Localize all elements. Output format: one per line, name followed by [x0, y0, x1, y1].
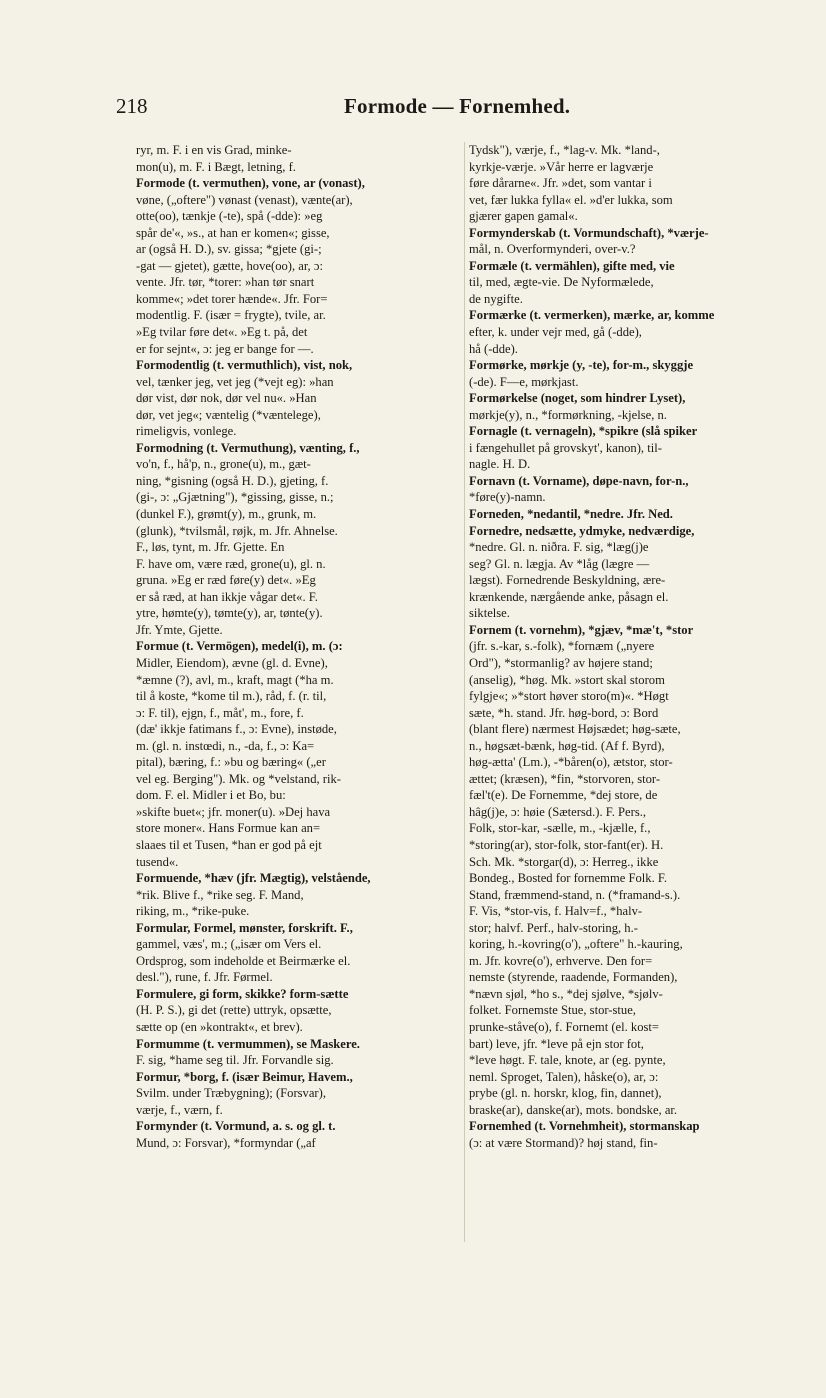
entry-line: Ord"), *stormanlig? av højere stand; — [469, 655, 653, 670]
entry-line: gammel, væs', m.; („især om Vers el. — [136, 937, 322, 952]
entry-line: ytre, hømte(y), tømte(y), ar, tønte(y). — [136, 606, 323, 621]
entry-headword-line: Formulere, gi form, skikke? form-sætte — [136, 986, 349, 1001]
entry-line: føre dårarne«. Jfr. »det, som vantar i — [469, 176, 652, 191]
entry-line: vo'n, f., hå'p, n., grone(u), m., gæt- — [136, 457, 311, 472]
entry-headword-line: Fornagle (t. vernageln), *spikre (slå spiker — [469, 424, 698, 439]
entry-line: F., løs, tynt, m. Jfr. Gjette. En — [136, 540, 285, 555]
entry-line: Bondeg., Bosted for fornemme Folk. F. — [469, 871, 668, 886]
entry-line: ɔ: F. til), ejgn, f., måt', m., fore, f. — [136, 705, 304, 720]
entry-line: ning, *gisning (også H. D.), gjeting, f. — [136, 473, 329, 488]
entry-line: (glunk), *tvilsmål, røjk, m. Jfr. Ahnelse. — [136, 523, 338, 538]
entry-line: prunke-ståve(o), f. Fornemt (el. kost= — [469, 1019, 660, 1034]
entry-line: *leve høgt. F. tale, knote, ar (eg. pynte, — [469, 1053, 666, 1068]
entry-headword-line: Fornavn (t. Vorname), døpe-navn, for-n., — [469, 473, 689, 488]
entry-line: m. (gl. n. instœdi, n., -da, f., ɔ: Ka= — [136, 738, 315, 753]
entry-headword-line: Formynder (t. Vormund, a. s. og gl. t. — [136, 1119, 336, 1134]
entry-line: prybe (gl. n. horskr, klog, fin, dannet), — [469, 1086, 662, 1101]
entry-line: de nygifte. — [469, 291, 523, 306]
entry-line: modentlig. F. (især = frygte), tvile, ar. — [136, 308, 326, 323]
entry-headword-line: Fornem (t. vornehm), *gjæv, *mæ't, *stor — [469, 622, 694, 637]
entry-line: er så ræd, at han ikkje vågar det«. F. — [136, 589, 318, 604]
entry-line: fæl't(e). De Fornemme, *dej store, de — [469, 788, 658, 803]
entry-line: Sch. Mk. *storgar(d), ɔ: Herreg., ikke — [469, 854, 659, 869]
entry-line: *føre(y)-namn. — [469, 490, 546, 505]
entry-headword-line: Fornemhed (t. Vornehmheit), stormanskap — [469, 1119, 700, 1134]
entry-line: n., høgsæt-bænk, høg-tid. (Af f. Byrd), — [469, 738, 665, 753]
entry-line: otte(oo), tænkje (-te), spå (-dde): »eg — [136, 209, 323, 224]
entry-line: riking, m., *rike-puke. — [136, 904, 250, 919]
entry-line: F. have om, være ræd, grone(u), gl. n. — [136, 556, 326, 571]
entry-line: Midler, Eiendom), ævne (gl. d. Evne), — [136, 655, 328, 670]
entry-line: *storing(ar), stor-folk, stor-fant(er). H. — [469, 837, 664, 852]
entry-line: vet, fær lukka fylla« el. »d'er lukka, som — [469, 192, 673, 207]
entry-headword-line: Formørke, mørkje (y, -te), for-m., skyggje — [469, 358, 694, 373]
right-column — [469, 142, 795, 1151]
entry-line: Folk, stor-kar, -sælle, m., -kjælle, f., — [469, 821, 651, 836]
entry-line: stor; halvf. Perf., halv-storing, h.- — [469, 920, 638, 935]
entry-line: »skifte buet«; jfr. moner(u). »Dej hava — [136, 804, 331, 819]
entry-line: m. Jfr. kovre(o'), erhverve. Den for= — [469, 953, 653, 968]
entry-line: (dunkel F.), grømt(y), m., grunk, m. — [136, 507, 317, 522]
entry-line: mål, n. Overformynderi, over-v.? — [469, 242, 636, 257]
entry-line: F. Vis, *stor-vis, f. Halv=f., *halv- — [469, 904, 643, 919]
entry-line: *rik. Blive f., *rike seg. F. Mand, — [136, 887, 304, 902]
entry-line: Mund, ɔ: Forsvar), *formyndar („af — [136, 1135, 316, 1150]
entry-headword-line: Formular, Formel, mønster, forskrift. F., — [136, 920, 353, 935]
entry-headword-line: Formodning (t. Vermuthung), vænting, f., — [136, 440, 360, 455]
entry-line: høg-ætta' (Lm.), -*båren(o), ætstor, stor- — [469, 755, 673, 770]
entry-line: Tydsk"), værje, f., *lag-v. Mk. *land-, — [469, 143, 660, 157]
entry-line: vøne, („oftere") vønast (venast), vænte(ar), — [136, 192, 353, 207]
entry-line: vente. Jfr. tør, *torer: »han tør snart — [136, 275, 315, 290]
entry-line: Jfr. Ymte, Gjette. — [136, 622, 223, 637]
entry-line: spår de'«, »s., at han er komen«; gisse, — [136, 225, 330, 240]
entry-line: tusend«. — [136, 854, 179, 869]
entry-line: sæte, *h. stand. Jfr. høg-bord, ɔ: Bord — [469, 705, 659, 720]
entry-headword-line: Formodentlig (t. vermuthlich), vist, nok, — [136, 358, 353, 373]
entry-line: (anselig), *høg. Mk. »stort skal storom — [469, 672, 665, 687]
entry-line: (dæ' ikkje fatimans f., ɔ: Evne), instøde, — [136, 722, 337, 737]
entry-line: desl."), rune, f. Jfr. Førmel. — [136, 970, 273, 985]
entry-headword-line: Formynderskab (t. Vormundschaft), *værje- — [469, 225, 709, 240]
entry-line: neml. Sproget, Talen), håske(o), ar, ɔ: — [469, 1069, 659, 1084]
entry-line: pital), bæring, f.: »bu og bæring« („er — [136, 755, 326, 770]
running-title: Formode — Fornemhed. — [344, 94, 571, 118]
entry-headword-line: Fornedre, nedsætte, ydmyke, nedværdige, — [469, 523, 695, 538]
left-column — [136, 142, 462, 1151]
entry-line: folket. Fornemste Stue, stor-stue, — [469, 1003, 636, 1018]
entry-line: værje, f., værn, f. — [136, 1102, 223, 1117]
entry-headword-line: Forneden, *nedantil, *nedre. Jfr. Ned. — [469, 507, 673, 522]
entry-line: rimeligvis, vonlege. — [136, 424, 237, 439]
entry-line: *nedre. Gl. n. niðra. F. sig, *læg(j)e — [469, 540, 649, 555]
entry-line: F. sig, *hame seg til. Jfr. Forvandle sig. — [136, 1053, 334, 1068]
entry-line: *æmne (?), avl, m., kraft, magt (*ha m. — [136, 672, 334, 687]
entry-headword-line: Formur, *borg, f. (især Beimur, Havem., — [136, 1069, 353, 1084]
entry-line: dør, vet jeg«; væntelig (*væntelege), — [136, 407, 321, 422]
entry-line: (blant flere) nærmest Højsædet; høg-sæte, — [469, 722, 681, 737]
entry-line: kyrkje-værje. »Vår herre er lagværje — [469, 159, 654, 174]
entry-line: store moner«. Hans Formue kan an= — [136, 821, 321, 836]
entry-line: siktelse. — [469, 606, 510, 621]
entry-line: Ordsprog, som indeholde et Beirmærke el. — [136, 953, 351, 968]
entry-line: lægst). Fornedrende Beskyldning, ære- — [469, 573, 666, 588]
entry-line: efter, k. under vejr med, gå (-dde), — [469, 325, 642, 340]
entry-line: dom. F. el. Midler i et Bo, bu: — [136, 788, 286, 803]
entry-line: ar (også H. D.), sv. gissa; *gjete (gi-; — [136, 242, 322, 257]
entry-line: dør vist, dør nok, dør vel nu«. »Han — [136, 391, 317, 406]
entry-line: sætte op (en »kontrakt«, et brev). — [136, 1019, 303, 1034]
entry-line: braske(ar), danske(ar), mots. bondske, ar. — [469, 1102, 678, 1117]
page-number: 218 — [116, 94, 148, 118]
entry-line: krænkende, nærgående anke, påsagn el. — [469, 589, 669, 604]
entry-line: (-de). F—e, mørkjast. — [469, 374, 579, 389]
entry-line: komme«; »det torer hænde«. Jfr. For= — [136, 291, 328, 306]
entry-line: er for sejnt«, ɔ: jeg er bange for —. — [136, 341, 314, 356]
entry-line: slaaes til et Tusen, *han er god på ejt — [136, 837, 322, 852]
entry-line: (ɔ: at være Stormand)? høj stand, fin- — [469, 1135, 658, 1150]
entry-line: koring, h.-kovring(o'), „oftere" h.-kauring, — [469, 937, 683, 952]
entry-line: i fængehullet på grovskyt', kanon), til- — [469, 440, 662, 455]
entry-line: *nævn sjøl, *ho s., *dej sjølve, *sjølv- — [469, 986, 663, 1001]
column-divider — [464, 142, 465, 1242]
entry-line: seg? Gl. n. lægja. Av *låg (lægre — — [469, 556, 650, 571]
entry-line: ættet; (kræsen), *fin, *storvoren, stor- — [469, 771, 661, 786]
entry-line: bart) leve, jfr. *leve på ejn stor fot, — [469, 1036, 644, 1051]
entry-line: -gat — gjetet), gætte, hove(oo), ar, ɔ: — [136, 258, 323, 273]
entry-line: nagle. H. D. — [469, 457, 531, 472]
entry-line: mørkje(y), n., *formørkning, -kjelse, n. — [469, 407, 667, 422]
entry-line: »Eg tvilar føre det«. »Eg t. på, det — [136, 325, 308, 340]
entry-line: (jfr. s.-kar, s.-folk), *fornæm („nyere — [469, 639, 655, 654]
entry-line: nemste (styrende, raadende, Formanden), — [469, 970, 678, 985]
entry-line: Stand, fræmmend-stand, n. (*framand-s.). — [469, 887, 681, 902]
entry-headword-line: Formumme (t. vermummen), se Maskere. — [136, 1036, 360, 1051]
entry-line: hå (-dde). — [469, 341, 518, 356]
page-header — [116, 94, 806, 122]
entry-headword-line: Formode (t. vermuthen), vone, ar (vonast), — [136, 176, 365, 191]
entry-line: hâg(j)e, ɔ: høie (Sætersd.). F. Pers., — [469, 804, 647, 819]
entry-headword-line: Formærke (t. vermerken), mærke, ar, komme — [469, 308, 715, 323]
entry-line: gjærer gapen gamal«. — [469, 209, 578, 224]
entry-line: vel eg. Berging"). Mk. og *velstand, rik- — [136, 771, 341, 786]
entry-line: fylgje«; »*stort høver storo(m)«. *Høgt — [469, 689, 669, 704]
entry-line: mon(u), m. F. i Bægt, letning, f. — [136, 159, 296, 174]
entry-line: gruna. »Eg er ræd føre(y) det«. »Eg — [136, 573, 316, 588]
entry-headword-line: Formørkelse (noget, som hindrer Lyset), — [469, 391, 686, 406]
entry-line: til, med, ægte-vie. De Nyformælede, — [469, 275, 654, 290]
entry-line: (H. P. S.), gi det (rette) uttryk, opsætte, — [136, 1003, 332, 1018]
entry-headword-line: Formæle (t. vermählen), gifte med, vie — [469, 258, 675, 273]
entry-headword-line: Formuende, *hæv (jfr. Mægtig), velstående, — [136, 871, 371, 886]
entry-line: ryr, m. F. i en vis Grad, minke- — [136, 143, 292, 157]
entry-line: til å koste, *kome til m.), råd, f. (r. til, — [136, 689, 327, 704]
entry-line: vel, tænker jeg, vet jeg (*vejt eg): »han — [136, 374, 334, 389]
entry-headword-line: Formue (t. Vermögen), medel(i), m. (ɔ: — [136, 639, 343, 654]
entry-line: Svilm. under Træbygning); (Forsvar), — [136, 1086, 326, 1101]
entry-line: (gi-, ɔ: „Gjætning"), *gissing, gisse, n.; — [136, 490, 334, 505]
